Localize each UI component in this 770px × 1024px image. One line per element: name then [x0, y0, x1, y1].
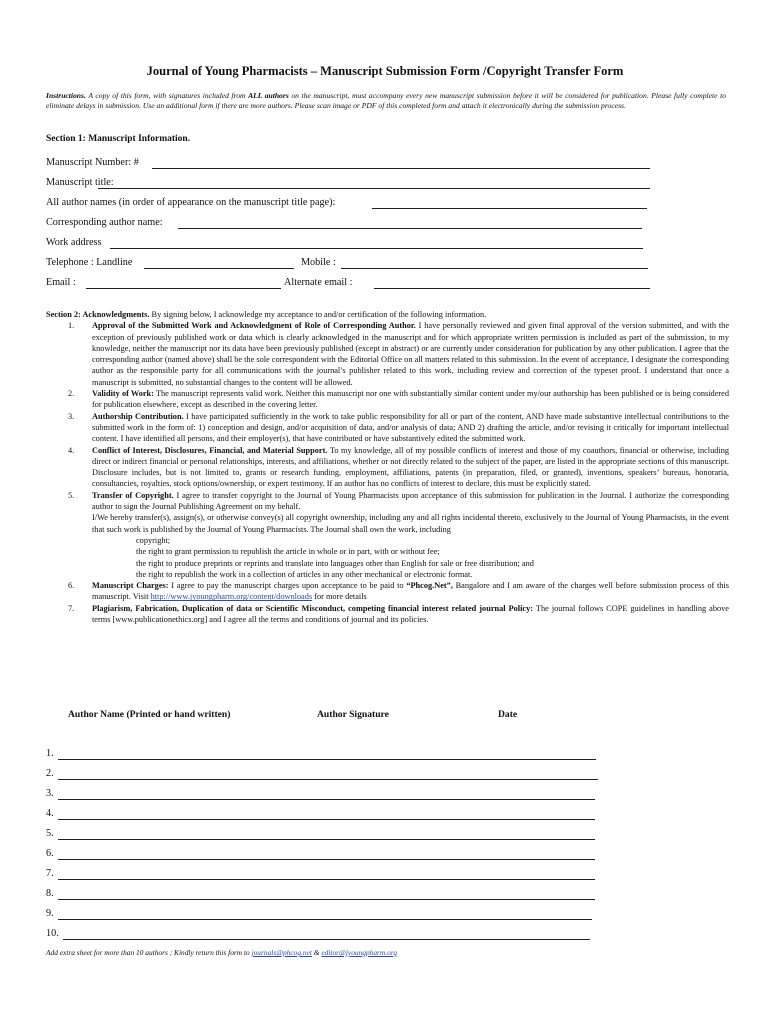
author-names-line[interactable] — [372, 208, 647, 209]
alternate-email-label: Alternate email : — [284, 277, 353, 288]
author-row-8[interactable] — [46, 888, 595, 902]
ack-item-text: I agree to transfer copyright to the Journal of Young Pharmacists upon acceptance of this submission for publication in the Journal. I authorize the corresponding author to sign the Journal Publishing Agreement on my behalf. — [92, 490, 729, 512]
ack-item-number: 1. — [68, 321, 75, 331]
republish-permission-right: the right to grant permission to republish the article in whole or in part, with or without fee; — [136, 547, 440, 557]
row-number: 7. — [46, 868, 54, 879]
author-name-column-header: Author Name (Printed or hand written) — [68, 709, 231, 720]
row-number: 8. — [46, 888, 54, 899]
ack-item-number: 4. — [68, 445, 75, 455]
author-signature-line[interactable] — [58, 759, 596, 760]
work-address-line[interactable] — [110, 248, 643, 249]
author-row-3[interactable] — [46, 788, 595, 802]
mobile-label: Mobile : — [301, 257, 336, 268]
row-number: 6. — [46, 848, 54, 859]
manuscript-title-line[interactable] — [98, 188, 650, 189]
ack-item-title: Validity of Work: — [92, 389, 154, 399]
manuscript-title-label: Manuscript title: — [46, 177, 114, 188]
manuscript-number-line[interactable] — [152, 168, 650, 169]
author-signature-line[interactable] — [58, 899, 595, 900]
copyright-right: copyright; — [136, 535, 171, 545]
row-number: 1. — [46, 748, 54, 759]
ack-item-title: Approval of the Submitted Work and Acknowledgment of Role of Corresponding Author. — [92, 321, 416, 331]
ack-item-7 — [46, 603, 729, 626]
ack-item-text: for more details — [312, 592, 367, 602]
author-signature-line[interactable] — [58, 779, 598, 780]
ack-item-5 — [46, 490, 729, 580]
row-number: 3. — [46, 788, 54, 799]
instructions-text-2: on the manuscript, must accompany every new manuscript submission before it will be considered for publication. Please fully complete to eliminate delays in submission. Use an additional form if there are more authors. Please scan image or PDF of this completed form and attach it electronically during the submission process. — [46, 91, 726, 111]
copyright-transfer-text: I/We hereby transfer(s), assign(s), or otherwise convey(s) all copyright ownership, including any and all rights incidental thereto, exclusively to the Journal of Young Pharmacists, in the event that such work is published by the Journal of Young Pharmacists. The Journal shall own the work, including — [92, 513, 729, 534]
telephone-landline-line[interactable] — [144, 268, 294, 269]
manuscript-number-label: Manuscript Number: # — [46, 157, 139, 168]
instructions-text-1: A copy of this form, with signatures included from — [85, 91, 249, 100]
telephone-landline-field[interactable] — [46, 257, 294, 271]
author-signature-line[interactable] — [58, 819, 595, 820]
corresponding-author-label: Corresponding author name: — [46, 217, 163, 228]
author-row-4[interactable] — [46, 808, 595, 822]
ack-item-title: Authorship Contribution. — [92, 411, 184, 421]
date-column-header: Date — [498, 709, 518, 720]
manuscript-title-field[interactable] — [46, 177, 650, 191]
author-signature-line[interactable] — [58, 859, 595, 860]
editor-email-link[interactable]: editor@jyoungpharm.org — [321, 948, 398, 957]
ack-item-number: 7. — [68, 603, 75, 613]
alternate-email-field[interactable] — [284, 277, 650, 291]
author-row-5[interactable] — [46, 828, 595, 842]
author-signature-line[interactable] — [58, 919, 592, 920]
section1-heading: Section 1: Manuscript Information. — [46, 134, 191, 144]
ack-item-4 — [46, 445, 729, 490]
ack-item-6 — [46, 580, 729, 603]
instructions-label: Instructions. — [46, 91, 86, 100]
ack-item-number: 2. — [68, 389, 75, 399]
author-row-2[interactable] — [46, 768, 598, 782]
author-row-7[interactable] — [46, 868, 595, 882]
ack-item-title: Plagiarism, Fabrication, Duplication of data or Scientific Misconduct, competing financial interest related journal Policy: — [92, 603, 534, 613]
author-row-9[interactable] — [46, 908, 592, 922]
instructions-emphasis: ALL authors — [248, 91, 289, 100]
row-number: 2. — [46, 768, 54, 779]
ack-item-text: I have personally reviewed and given final approval of the version submitted, and with the exception of previously published work or data which is clearly acknowledged in the manuscript and for which appropriate written permission is included as part of the submission, to my knowledge, neither the manuscript nor its data have been previously published (except in abstract) or are currently under consideration for publication by any other publication. I agree that the corresponding author (named above) shall be the sole correspondent with the Editorial Office on all matters related to this submission. In the event of acceptance, I designate the corresponding author as the responsible party for all communications with the journal’s publisher related to this work, including review and correction of the typeset proof. I understand that once a manuscript is submitted, no substantial changes to the content will be allowed. — [92, 321, 730, 387]
author-signature-line[interactable] — [58, 839, 595, 840]
ack-item-number: 6. — [68, 581, 75, 591]
ack-item-number: 3. — [68, 411, 75, 421]
row-number: 5. — [46, 828, 54, 839]
ack-item-number: 5. — [68, 490, 75, 500]
footer-separator: & — [311, 948, 322, 957]
preprint-translation-right: the right to produce preprints or reprints and translate into languages other than English for sale or free distribution; and — [136, 558, 534, 568]
ack-item-1 — [46, 320, 729, 388]
ack-item-text: Bangalore and I am aware of the charges well before submission process of this manuscript. Visit — [92, 581, 729, 602]
row-number: 4. — [46, 808, 54, 819]
row-number: 10. — [46, 928, 59, 939]
ack-item-text: The manuscript represents valid work. Neither this manuscript nor one with substantially similar content under my/our authorship has been published or is being considered for publication elsewhere, except as described in the covering letter. — [92, 389, 729, 410]
journals-email-link[interactable]: journals@phcog.net — [251, 948, 312, 957]
ack-item-text: The journal follows COPE guidelines in handling above terms [www.publicationethics.org] and I agree all the terms and conditions of journal and its policies. — [92, 603, 729, 625]
footer-note — [46, 948, 397, 957]
section2 — [46, 309, 729, 625]
work-address-label: Work address — [46, 237, 102, 248]
alternate-email-line[interactable] — [374, 288, 650, 289]
instructions — [46, 91, 726, 112]
telephone-landline-label: Telephone : Landline — [46, 257, 133, 268]
ack-item-text: I agree to pay the manuscript charges upon acceptance to be paid to — [168, 581, 407, 591]
ack-item-2 — [46, 388, 729, 411]
ack-item-title: Transfer of Copyright. — [92, 490, 174, 500]
author-row-6[interactable] — [46, 848, 595, 862]
payee-name: “Phcog.Net”, — [406, 581, 453, 591]
email-field[interactable] — [46, 277, 281, 291]
manuscript-number-field[interactable] — [46, 157, 650, 171]
ack-item-text: I have participated sufficiently in the work to take public responsibility for all or part of the content, AND have made substantive intellectual contributions to the submitted work in the form of: 1) conception and design, and/or acquisition of data, and/or analysis of data; AND 2) drafting the article, and/or revising it critically for important intellectual content. I have identified all persons, and their employer(s), that have contributed or have substantively edited the submitted work. — [92, 411, 729, 444]
author-signature-line[interactable] — [58, 879, 595, 880]
mobile-field[interactable] — [301, 257, 648, 271]
author-row-10[interactable] — [46, 928, 590, 942]
author-signature-line[interactable] — [58, 799, 595, 800]
author-names-label: All author names (in order of appearance on the manuscript title page): — [46, 197, 336, 208]
author-signature-line[interactable] — [63, 939, 590, 940]
author-names-field[interactable] — [46, 197, 647, 211]
work-address-field[interactable] — [46, 237, 643, 251]
ack-item-3 — [46, 411, 729, 445]
ack-item-title: Conflict of Interest, Disclosures, Financial, and Material Support. — [92, 445, 328, 455]
section2-heading: Section 2: Acknowledgments. — [46, 310, 150, 319]
acknowledgment-list — [46, 320, 729, 625]
mobile-line[interactable] — [341, 268, 648, 269]
email-line[interactable] — [86, 288, 281, 289]
author-row-1[interactable] — [46, 748, 596, 762]
section2-intro: By signing below, I acknowledge my acceptance to and/or certification of the following information. — [149, 310, 487, 319]
collection-republish-right: the right to republish the work in a collection of articles in any other mechanical or electronic format. — [136, 569, 473, 579]
ack-item-title: Manuscript Charges: — [92, 581, 169, 591]
downloads-link[interactable]: http://www.jyoungpharm.org/content/downloads — [150, 592, 313, 602]
row-number: 9. — [46, 908, 54, 919]
form-title: Journal of Young Pharmacists – Manuscript Submission Form /Copyright Transfer Form — [146, 64, 624, 78]
email-label: Email : — [46, 277, 76, 288]
corresponding-author-line[interactable] — [178, 228, 642, 229]
author-signature-column-header: Author Signature — [317, 709, 389, 720]
corresponding-author-field[interactable] — [46, 217, 642, 231]
ack-item-text: To my knowledge, all of my possible conflicts of interest and those of my coauthors, financial or otherwise, including direct or indirect financial or personal relationships, interests, and affiliations, whether or not directly related to the subject of the paper, are listed in the appropriate sections of this manuscript. Disclosure includes, but is not limited to, grants or research funding, employment, affiliations, patents (in preparation, filed, or granted), inventions, speakers’ bureaus, honoraria, consultancies, royalties, stock options/ownership, or expert testimony. If an author has no conflicts of interest to declare, this must be explicitly stated. — [92, 445, 729, 489]
footer-text: Add extra sheet for more than 10 authors ; Kindly return this form to — [46, 948, 252, 957]
